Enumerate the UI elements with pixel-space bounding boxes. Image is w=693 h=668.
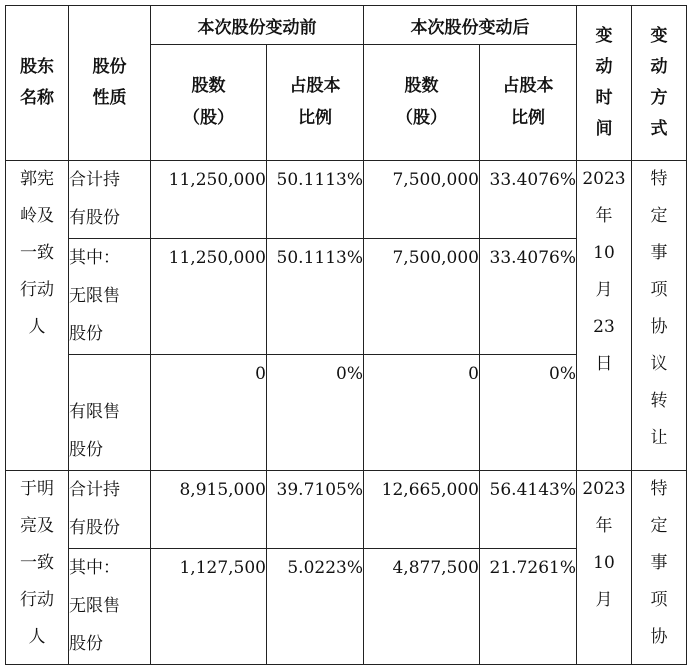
header-row-1 <box>6 6 687 45</box>
shares-before-cell: 0 <box>151 355 267 471</box>
shares-before-cell: 11,250,000 <box>151 239 267 355</box>
change-time-cell: 2023 年 10 月 <box>577 471 632 665</box>
shares-after-cell: 7,500,000 <box>364 161 480 239</box>
table-row <box>6 471 687 549</box>
shares-before-cell: 8,915,000 <box>151 471 267 549</box>
share-nature-cell: 其中： 无限售 股份 <box>69 549 151 665</box>
header-shares-before: 股数 （股） <box>151 45 267 161</box>
ratio-before-cell: 39.7105% <box>267 471 364 549</box>
ratio-after-cell: 56.4143% <box>480 471 577 549</box>
ratio-before-cell: 0% <box>267 355 364 471</box>
holder-name-cell: 于明 亮及 一致 行动 人 <box>6 471 69 665</box>
table-row <box>6 161 687 239</box>
ratio-before-cell: 50.1113% <box>267 239 364 355</box>
shareholding-change-table <box>5 5 687 665</box>
ratio-before-cell: 5.0223% <box>267 549 364 665</box>
shares-after-cell: 7,500,000 <box>364 239 480 355</box>
header-before-change: 本次股份变动前 <box>151 6 364 45</box>
header-share-nature: 股份 性质 <box>69 6 151 161</box>
change-method-cell: 特 定 事 项 协 议 转 让 <box>632 161 687 471</box>
ratio-before-cell: 50.1113% <box>267 161 364 239</box>
header-after-change: 本次股份变动后 <box>364 6 577 45</box>
shares-after-cell: 12,665,000 <box>364 471 480 549</box>
header-holder-name: 股东 名称 <box>6 6 69 161</box>
holder-name-cell: 郭宪 岭及 一致 行动 人 <box>6 161 69 471</box>
shares-after-cell: 4,877,500 <box>364 549 480 665</box>
ratio-after-cell: 33.4076% <box>480 239 577 355</box>
ratio-after-cell: 21.7261% <box>480 549 577 665</box>
change-time-cell: 2023 年 10 月 23 日 <box>577 161 632 471</box>
share-nature-cell: 有限售 股份 <box>69 355 151 471</box>
share-nature-cell: 其中： 无限售 股份 <box>69 239 151 355</box>
shares-after-cell: 0 <box>364 355 480 471</box>
shares-before-cell: 1,127,500 <box>151 549 267 665</box>
header-shares-after: 股数 （股） <box>364 45 480 161</box>
share-nature-cell: 合计持 有股份 <box>69 471 151 549</box>
ratio-after-cell: 33.4076% <box>480 161 577 239</box>
header-change-method: 变 动 方 式 <box>632 6 687 161</box>
ratio-after-cell: 0% <box>480 355 577 471</box>
header-change-time: 变 动 时 间 <box>577 6 632 161</box>
change-method-cell: 特 定 事 项 协 <box>632 471 687 665</box>
header-ratio-before: 占股本 比例 <box>267 45 364 161</box>
header-ratio-after: 占股本 比例 <box>480 45 577 161</box>
share-nature-cell: 合计持 有股份 <box>69 161 151 239</box>
shares-before-cell: 11,250,000 <box>151 161 267 239</box>
